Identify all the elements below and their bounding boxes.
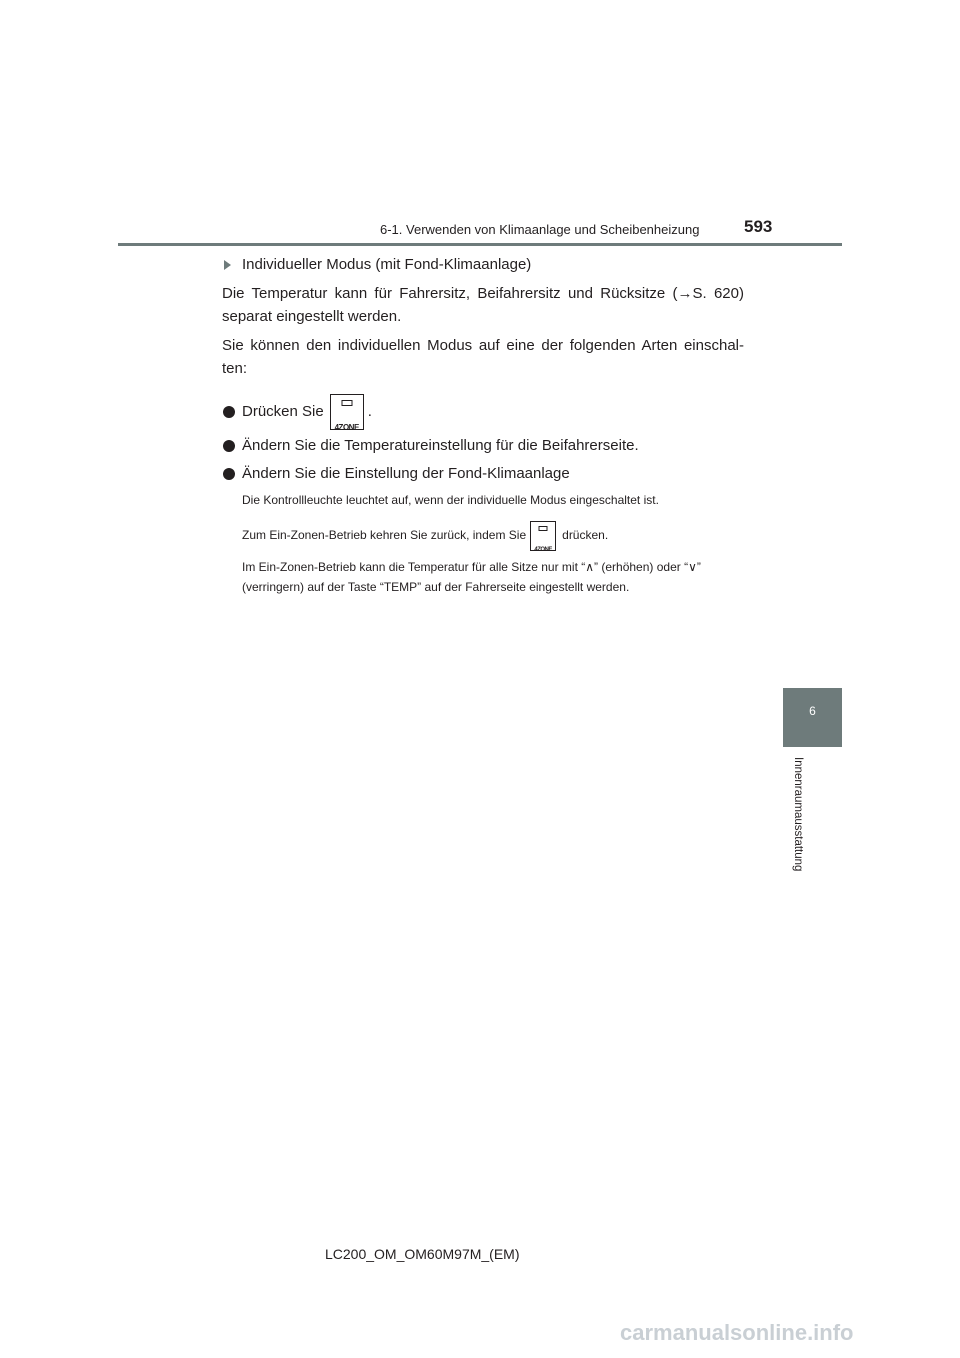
4zone-button-icon xyxy=(330,394,364,433)
header-divider xyxy=(118,243,842,246)
bullet-rear-text: Ändern Sie die Einstellung der Fond-Klimaanlage xyxy=(242,465,570,483)
chapter-label-text: Innenraumausstattung xyxy=(792,757,804,872)
chapter-label xyxy=(772,757,812,887)
notes-block xyxy=(222,490,744,597)
document-code: LC200_OM_OM60M97M_(EM) xyxy=(325,1246,520,1262)
header-section-title: 6-1. Verwenden von Klimaanlage und Scheibenheizung xyxy=(380,222,700,237)
bullet-dot-icon xyxy=(223,440,235,452)
subheading-text: Individueller Modus (mit Fond-Klimaanlage) xyxy=(242,256,532,273)
bullet-dot-icon xyxy=(223,406,235,418)
bullet-passenger-text: Ändern Sie die Temperatureinstellung für die Beifahrerseite. xyxy=(242,437,639,455)
bullet-dot-icon xyxy=(223,468,235,480)
indicator-light-icon xyxy=(539,526,548,531)
note-temp-control: Im Ein-Zonen-Betrieb kann die Temperatur für alle Sitze nur mit “∧” (erhöhen) oder “∨” (verringern) auf der Taste “TEMP” auf der Fahrerseite eingestellt werden. xyxy=(242,559,701,594)
subheading xyxy=(222,256,744,274)
4zone-button-label: 4ZONE xyxy=(334,423,359,433)
watermark: carmanualsonline.info xyxy=(620,1320,854,1345)
note-single-zone-text: Zum Ein-Zonen-Betrieb kehren Sie zurück, indem Sie xyxy=(242,528,527,543)
bullet-passenger-temp xyxy=(222,436,744,456)
intro-paragraph: Die Temperatur kann für Fahrersitz, Beifahrersitz und Rücksitze (→S. 620) separat eingestellt werden. xyxy=(222,285,744,325)
note-single-zone xyxy=(242,520,744,551)
mode-switch-paragraph: Sie können den individuellen Modus auf eine der folgenden Arten einschal-ten: xyxy=(222,337,744,377)
note-indicator: Die Kontrollleuchte leuchtet auf, wenn der individuelle Modus eingeschaltet ist. xyxy=(242,493,659,508)
chapter-number: 6 xyxy=(809,704,816,718)
bullet-press-button xyxy=(222,394,744,433)
note-single-zone-end: drücken. xyxy=(562,528,609,543)
triangle-bullet-icon xyxy=(224,260,231,270)
4zone-button-label-small: 4ZONE xyxy=(534,546,552,553)
4zone-button-icon-small xyxy=(530,521,556,551)
bullet-press-text: Drücken Sie xyxy=(242,403,324,420)
bullet-rear-ac xyxy=(222,464,744,484)
page-number: 593 xyxy=(744,217,773,236)
bullet-press-period: . xyxy=(367,403,372,420)
indicator-light-icon xyxy=(341,400,352,406)
chapter-tab[interactable] xyxy=(783,688,842,747)
page-content xyxy=(222,256,744,597)
